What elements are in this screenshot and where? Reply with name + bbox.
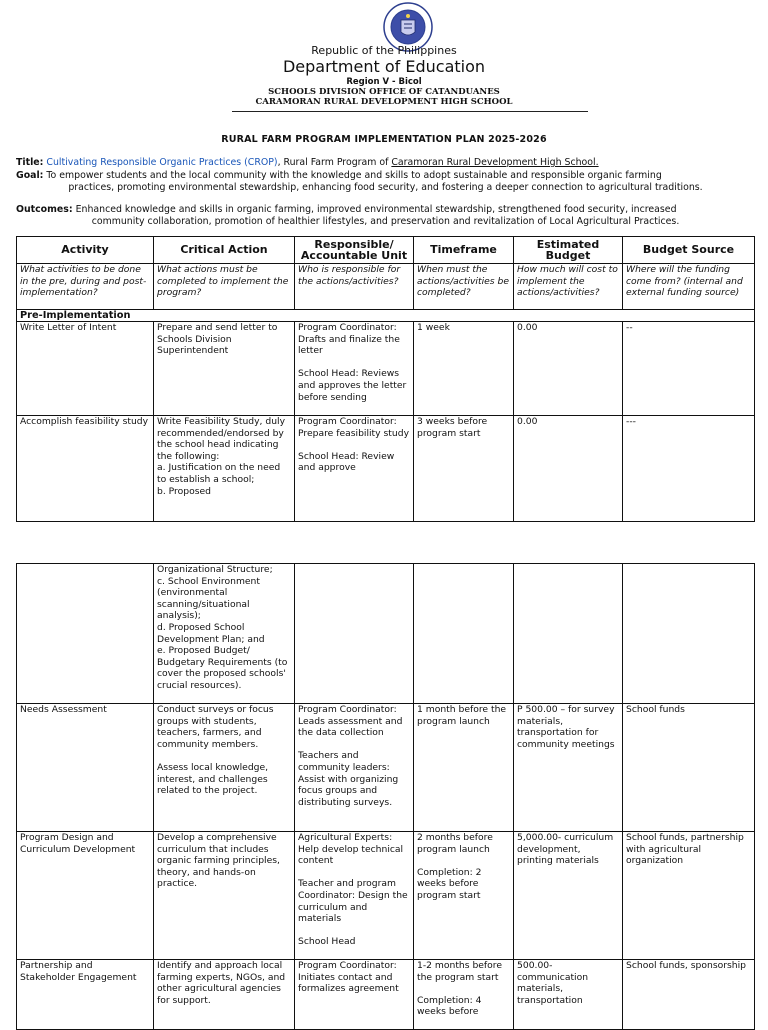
cell-responsible: Program Coordinator: Prepare feasibility study School Head: Review and approve (295, 416, 414, 522)
cell-source: --- (623, 416, 755, 522)
cell-activity: Program Design and Curriculum Development (17, 832, 154, 960)
guide-cell: What activities to be done in the pre, during and post-implementation? (17, 264, 154, 310)
table-row (17, 322, 755, 416)
col-header-source: Budget Source (623, 237, 755, 264)
guide-cell: Where will the funding come from? (internal and external funding source) (623, 264, 755, 310)
col-header-critical-action: Critical Action (154, 237, 295, 264)
col-header-activity: Activity (17, 237, 154, 264)
cell-responsible: Program Coordinator: Initiates contact and formalizes agreement (295, 960, 414, 1030)
cell-action: Organizational Structure; c. School Environment (environmental scanning/situational analysis); d. Proposed School Development Plan; and e. Proposed Budget/ Budgetary Requirements (to cover the proposed schools' crucial resources). (154, 564, 295, 704)
cell-timeframe: 1-2 months before the program start Completion: 4 weeks before (414, 960, 514, 1030)
implementation-table-continued (16, 563, 755, 1030)
cell-source: -- (623, 322, 755, 416)
header-divider (232, 111, 588, 112)
title-school: Caramoran Rural Development High School. (391, 157, 599, 168)
cell-timeframe (414, 564, 514, 704)
outcomes-text: Enhanced knowledge and skills in organic farming, improved environmental stewardship, strengthened food security, increased (75, 204, 677, 215)
cell-activity: Write Letter of Intent (17, 322, 154, 416)
cell-action: Prepare and send letter to Schools Division Superintendent (154, 322, 295, 416)
guide-cell: Who is responsible for the actions/activities? (295, 264, 414, 310)
table-row (17, 832, 755, 960)
table-row (17, 564, 755, 704)
cell-budget: 500.00- communication materials, transportation (514, 960, 623, 1030)
goal-label: Goal: (16, 170, 44, 181)
cell-action: Develop a comprehensive curriculum that includes organic farming principles, theory, and hands-on practice. (154, 832, 295, 960)
program-title-link: Cultivating Responsible Organic Practices (CROP) (46, 157, 278, 168)
plan-title: RURAL FARM PROGRAM IMPLEMENTATION PLAN 2025-2026 (221, 134, 547, 145)
title-mid: , Rural Farm Program of (277, 157, 392, 168)
division-line: SCHOOLS DIVISION OFFICE OF CATANDUANES (268, 87, 500, 97)
goal-line (16, 170, 755, 194)
cell-activity: Needs Assessment (17, 704, 154, 832)
cell-source: School funds, sponsorship (623, 960, 755, 1030)
cell-timeframe: 1 week (414, 322, 514, 416)
cell-activity: Accomplish feasibility study (17, 416, 154, 522)
cell-activity: Partnership and Stakeholder Engagement (17, 960, 154, 1030)
section-row (17, 310, 755, 322)
col-header-timeframe: Timeframe (414, 237, 514, 264)
guide-row (17, 264, 755, 310)
cell-timeframe: 2 months before program launch Completion: 2 weeks before program start (414, 832, 514, 960)
goal-text-2: practices, promoting environmental stewardship, enhancing food security, and fostering a deeper connection to agricultural traditions. (68, 182, 703, 193)
table-row (17, 416, 755, 522)
cell-timeframe: 3 weeks before program start (414, 416, 514, 522)
goal-text: To empower students and the local community with the knowledge and skills to adopt sustainable and responsible organic farming (46, 170, 662, 181)
cell-source: School funds, partnership with agricultural organization (623, 832, 755, 960)
cell-source (623, 564, 755, 704)
title-label: Title: (16, 157, 44, 168)
cell-budget: P 500.00 – for survey materials, transportation for community meetings (514, 704, 623, 832)
cell-source: School funds (623, 704, 755, 832)
cell-action: Identify and approach local farming experts, NGOs, and other agricultural agencies for support. (154, 960, 295, 1030)
section-label: Pre-Implementation (17, 310, 755, 322)
department-name: Department of Education (282, 57, 486, 76)
cell-timeframe: 1 month before the program launch (414, 704, 514, 832)
cell-responsible: Program Coordinator: Drafts and finalize the letter School Head: Reviews and approves the letter before sending (295, 322, 414, 416)
cell-budget: 0.00 (514, 416, 623, 522)
title-line (16, 157, 755, 169)
col-header-responsible: Responsible/ Accountable Unit (295, 237, 414, 264)
guide-cell: How much will cost to implement the actions/activities? (514, 264, 623, 310)
region-line: Region V - Bicol (346, 77, 422, 87)
guide-cell: What actions must be completed to implement the program? (154, 264, 295, 310)
cell-budget: 5,000.00- curriculum development, printing materials (514, 832, 623, 960)
col-header-budget: Estimated Budget (514, 237, 623, 264)
cell-responsible: Program Coordinator: Leads assessment and the data collection Teachers and community leaders: Assist with organizing focus groups and distributing surveys. (295, 704, 414, 832)
table-row (17, 960, 755, 1030)
republic-line: Republic of the Philippines (311, 44, 457, 57)
outcomes-line (16, 204, 755, 228)
cell-budget: 0.00 (514, 322, 623, 416)
cell-action: Conduct surveys or focus groups with students, teachers, farmers, and community members. Assess local knowledge, interest, and challenges related to the project. (154, 704, 295, 832)
cell-budget (514, 564, 623, 704)
implementation-table (16, 236, 755, 522)
outcomes-label: Outcomes: (16, 204, 73, 215)
guide-cell: When must the actions/activities be completed? (414, 264, 514, 310)
school-line: CARAMORAN RURAL DEVELOPMENT HIGH SCHOOL (255, 97, 513, 107)
cell-responsible: Agricultural Experts: Help develop technical content Teacher and program Coordinator: Design the curriculum and materials School Head (295, 832, 414, 960)
cell-responsible (295, 564, 414, 704)
header-row (17, 237, 755, 264)
cell-activity (17, 564, 154, 704)
table-row (17, 704, 755, 832)
outcomes-text-2: community collaboration, promotion of healthier lifestyles, and preservation and revitalization of Local Agricultural Practices. (91, 216, 680, 227)
cell-action: Write Feasibility Study, duly recommended/endorsed by the school head indicating the following: a. Justification on the need to establish a school; b. Proposed (154, 416, 295, 522)
